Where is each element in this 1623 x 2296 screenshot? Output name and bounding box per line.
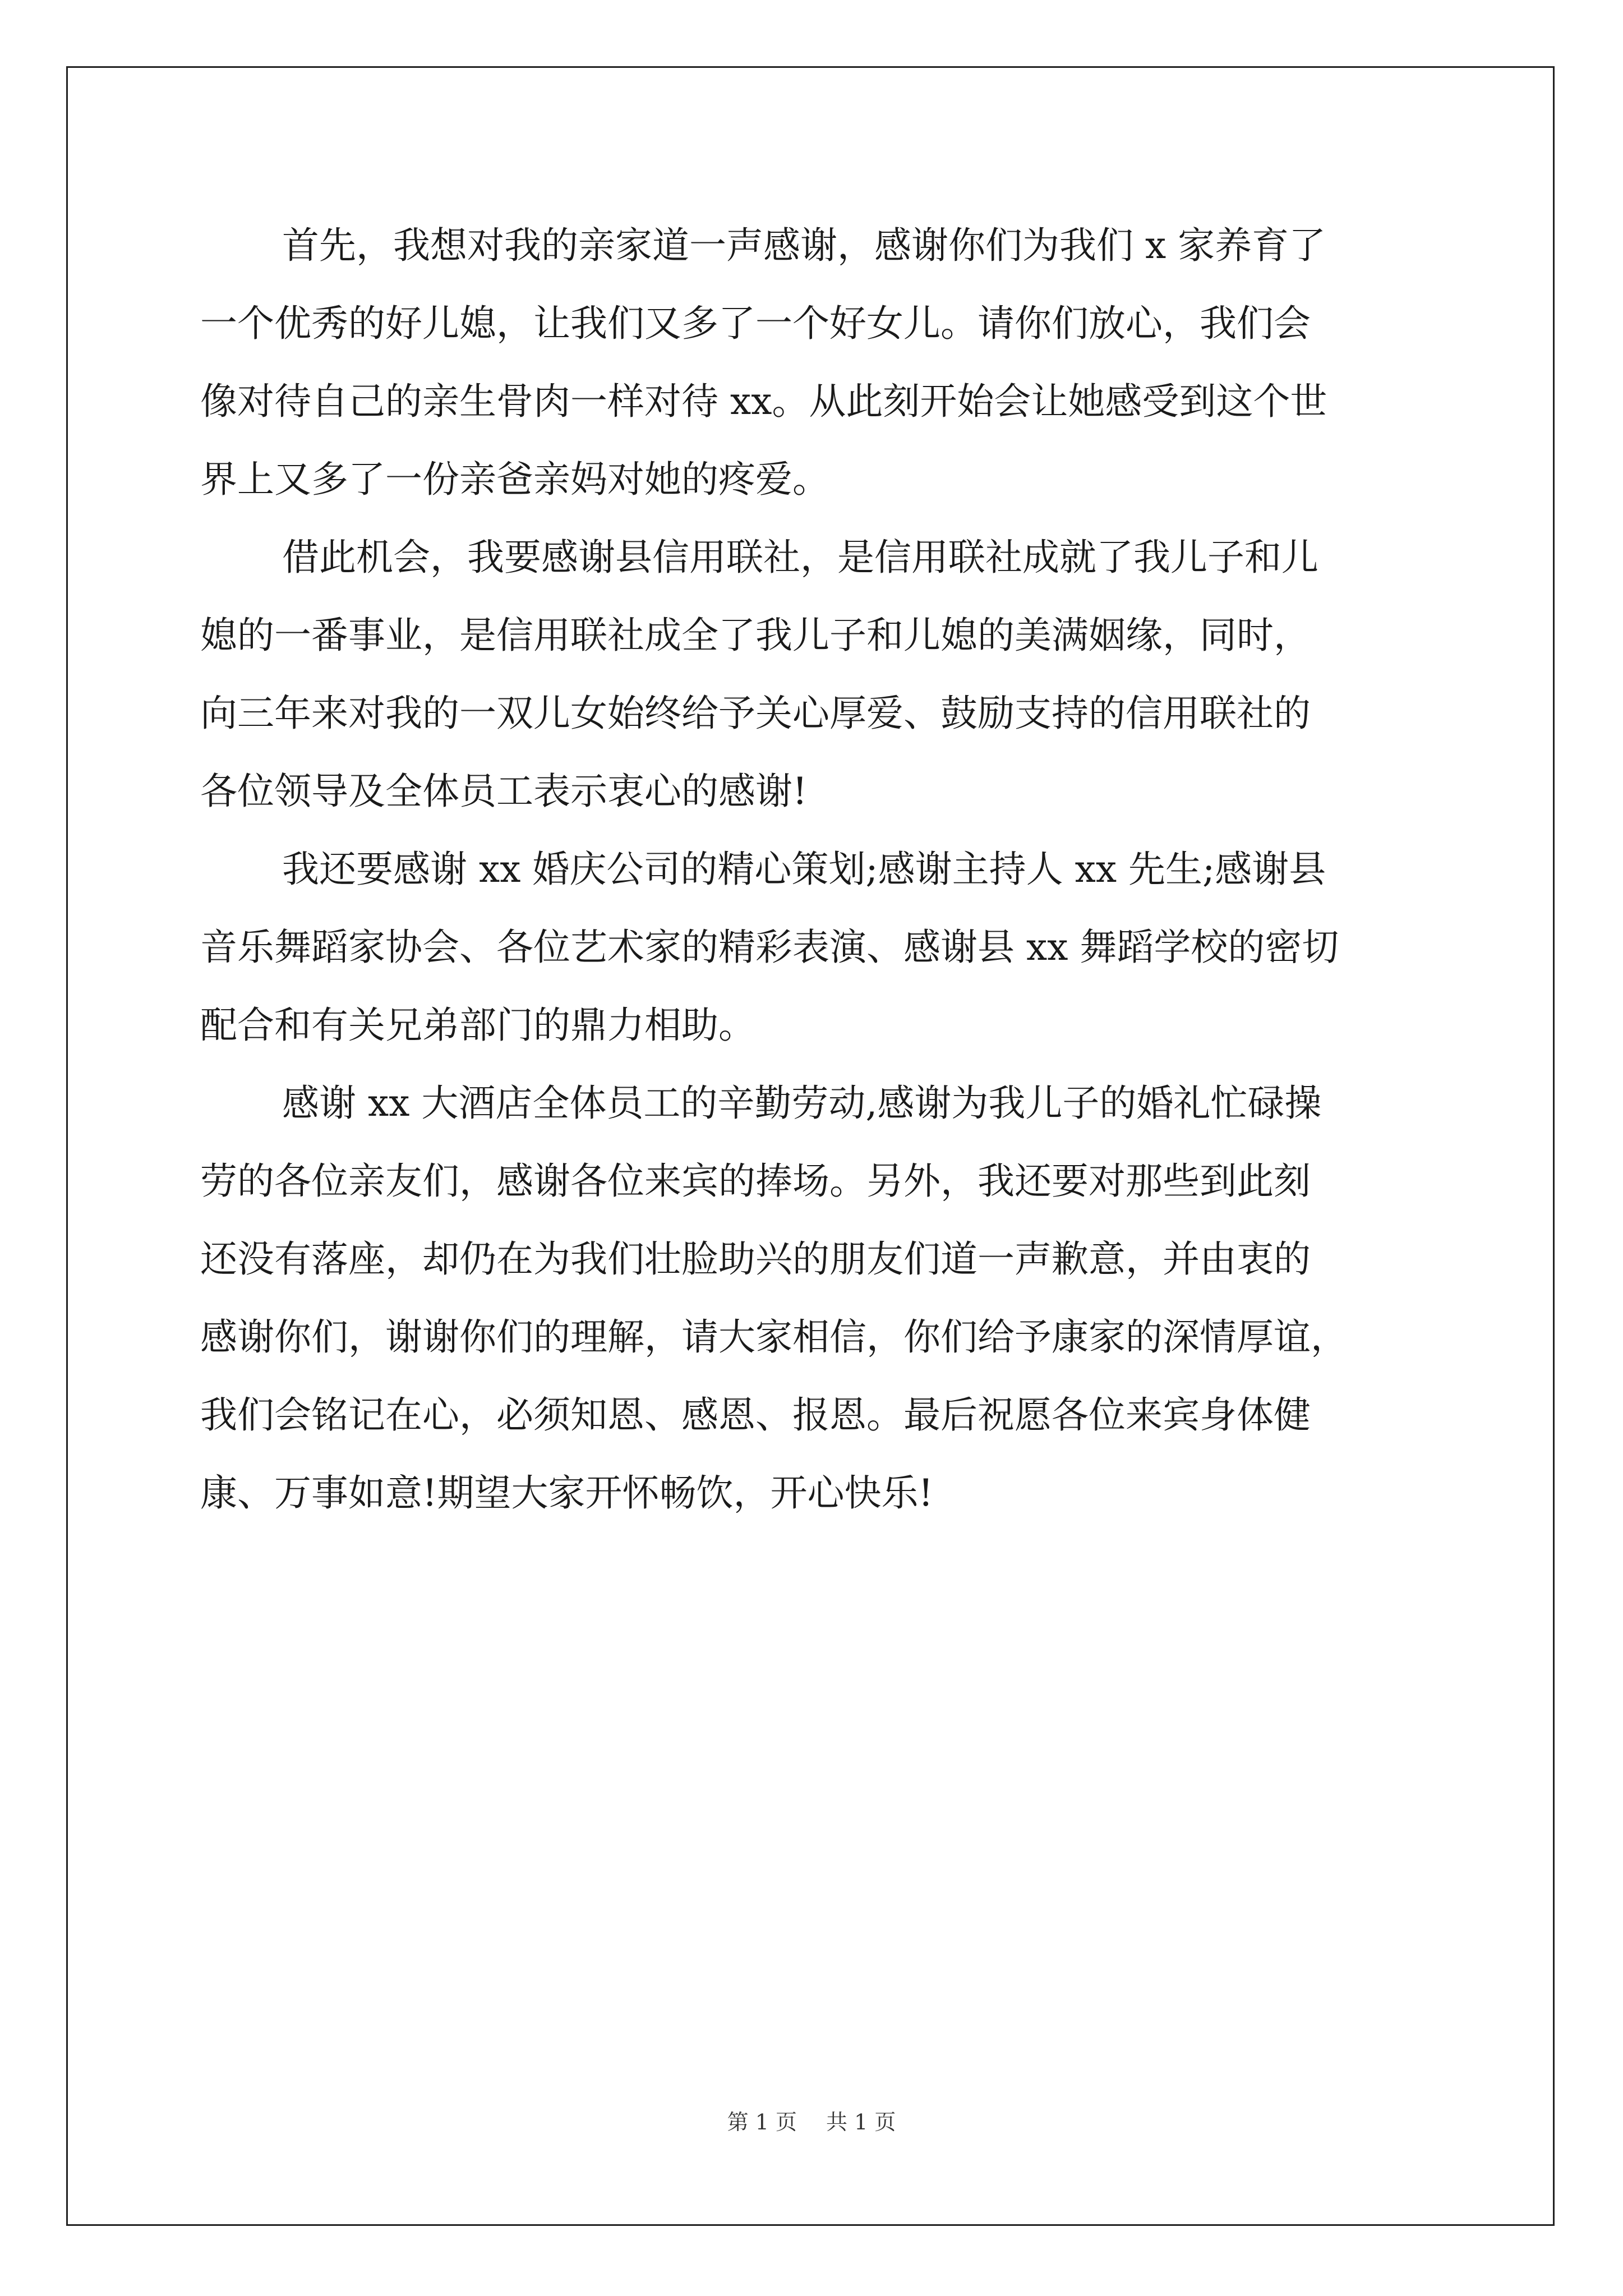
- page-number: 第 1 页: [727, 2110, 797, 2134]
- paragraph-4-line-2: 劳的各位亲友们，感谢各位来宾的捧场。另外，我还要对那些到此刻: [200, 1159, 1311, 1203]
- paragraph-3-line-1: 我还要感谢 xx 婚庆公司的精心策划;感谢主持人 xx 先生;感谢县: [282, 848, 1326, 891]
- paragraph-4-line-1: 感谢 xx 大酒店全体员工的辛勤劳动,感谢为我儿子的婚礼忙碌操: [282, 1082, 1322, 1125]
- paragraph-4-line-5: 我们会铭记在心，必须知恩、感恩、报恩。最后祝愿各位来宾身体健: [200, 1393, 1311, 1437]
- page-total: 共 1 页: [826, 2110, 896, 2134]
- paragraph-1-line-2: 一个优秀的好儿媳，让我们又多了一个好女儿。请你们放心，我们会: [200, 302, 1311, 345]
- page-footer: [0, 2108, 1623, 2136]
- paragraph-3-line-2: 音乐舞蹈家协会、各位艺术家的精彩表演、感谢县 xx 舞蹈学校的密切: [200, 926, 1339, 969]
- paragraph-4-line-4: 感谢你们，谢谢你们的理解，请大家相信，你们给予康家的深情厚谊，: [200, 1315, 1348, 1359]
- paragraph-4-line-3: 还没有落座，却仍在为我们壮脸助兴的朋友们道一声歉意，并由衷的: [200, 1237, 1311, 1281]
- paragraph-1-line-4: 界上又多了一份亲爸亲妈对她的疼爱。: [200, 458, 829, 501]
- paragraph-1-line-3: 像对待自己的亲生骨肉一样对待 xx。从此刻开始会让她感受到这个世: [200, 380, 1327, 423]
- paragraph-2-line-4: 各位领导及全体员工表示衷心的感谢!: [200, 770, 808, 813]
- paragraph-1-line-1: 首先，我想对我的亲家道一声感谢，感谢你们为我们 x 家养育了: [282, 224, 1326, 267]
- paragraph-2-line-3: 向三年来对我的一双儿女始终给予关心厚爱、鼓励支持的信用联社的: [200, 692, 1311, 735]
- paragraph-2-line-2: 媳的一番事业，是信用联社成全了我儿子和儿媳的美满姻缘，同时，: [200, 614, 1311, 657]
- paragraph-2-line-1: 借此机会，我要感谢县信用联社，是信用联社成就了我儿子和儿: [282, 536, 1318, 579]
- document-body: [200, 206, 1437, 1532]
- paragraph-3-line-3: 配合和有关兄弟部门的鼎力相助。: [200, 1004, 755, 1047]
- paragraph-4-line-6: 康、万事如意!期望大家开怀畅饮，开心快乐!: [200, 1471, 934, 1515]
